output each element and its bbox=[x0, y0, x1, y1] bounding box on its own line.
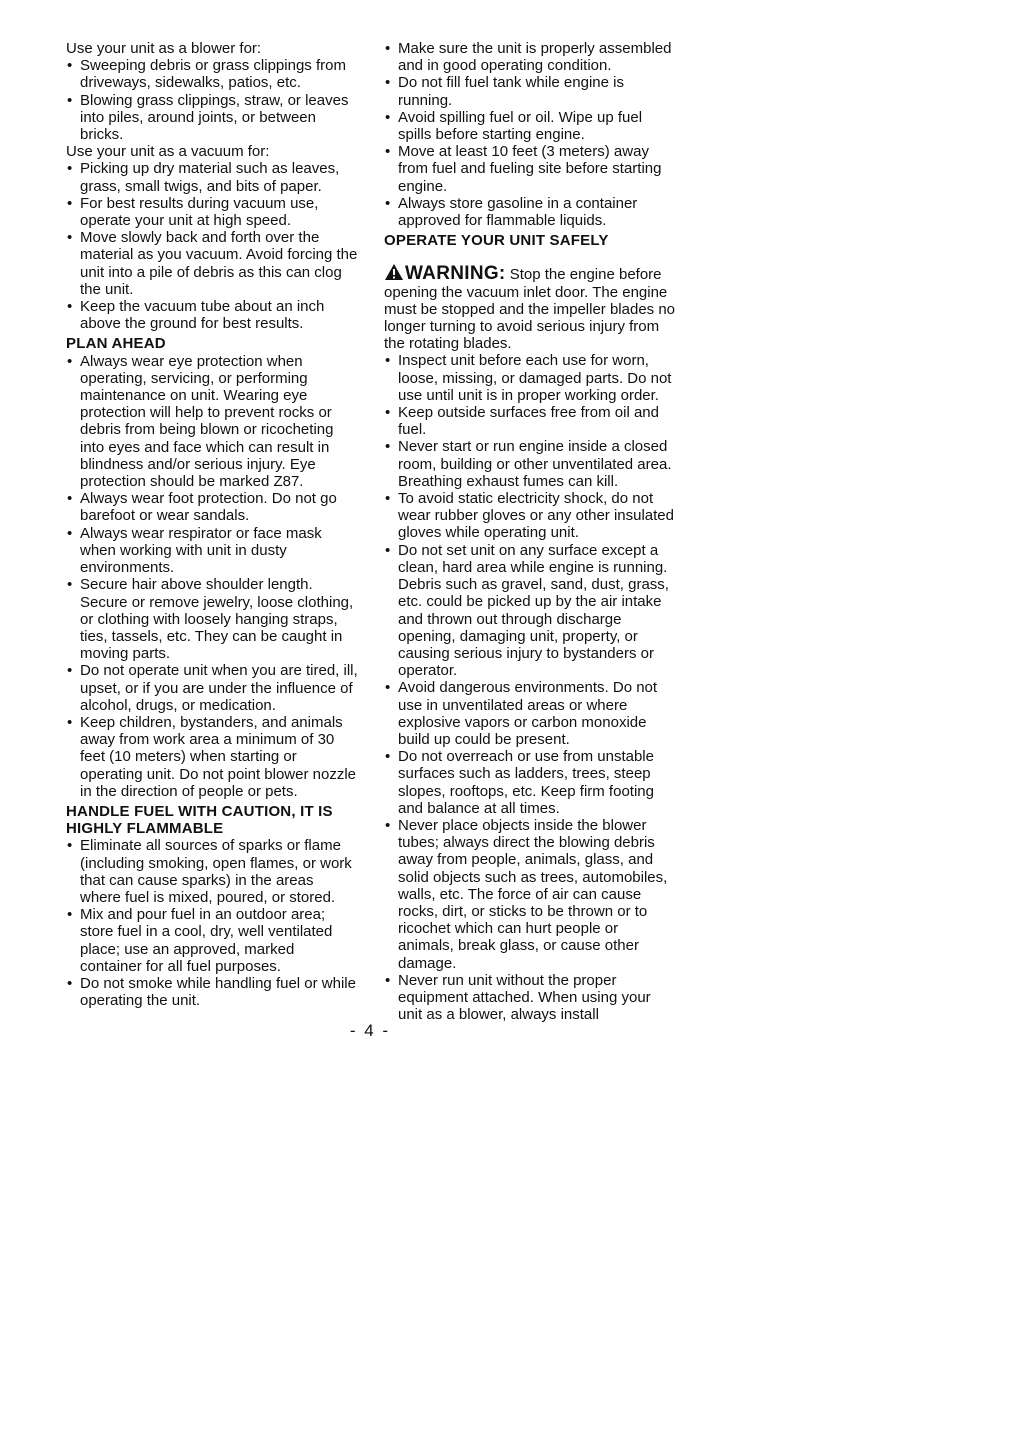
vacuum-list bbox=[66, 160, 358, 332]
list-item: • Do not operate unit when you are tired, ill, upset, or if you are under the influence of alcohol, drugs, or medication. bbox=[66, 662, 358, 714]
list-item: • Move at least 10 feet (3 meters) away from fuel and fueling site before starting engine. bbox=[384, 143, 676, 195]
list-item: • Never run unit without the proper equipment attached. When using your unit as a blower, always install bbox=[384, 972, 676, 1024]
list-item: • Make sure the unit is properly assembled and in good operating condition. bbox=[384, 40, 676, 74]
list-item: • Secure hair above shoulder length. Secure or remove jewelry, loose clothing, or clothing with loosely hanging straps, ties, tassels, etc. They can be caught in moving parts. bbox=[66, 576, 358, 662]
fuel-list bbox=[66, 837, 358, 1009]
blower-list bbox=[66, 57, 358, 143]
list-item: • Always store gasoline in a container approved for flammable liquids. bbox=[384, 195, 676, 229]
list-item: • Mix and pour fuel in an outdoor area; store fuel in a cool, dry, well ventilated place; use an approved, marked container for all fuel purposes. bbox=[66, 906, 358, 975]
list-item: • Always wear respirator or face mask when working with unit in dusty environments. bbox=[66, 525, 358, 577]
list-item: • Never place objects inside the blower tubes; always direct the blowing debris away from people, animals, glass, and solid objects such as trees, automobiles, walls, etc. The force of air can cause rocks, dirt, or sticks to be thrown or to ricochet which can hurt people or animals, break glass, or cause other damage. bbox=[384, 817, 676, 972]
page-number: - 4 - bbox=[349, 1021, 391, 1040]
list-item: • Do not set unit on any surface except a clean, hard area while engine is running. Debris such as gravel, sand, dust, grass, etc. could be picked up by the air intake and thrown out through discharge opening, damaging unit, property, or causing serious injury to bystanders or operator. bbox=[384, 542, 676, 680]
list-item: • Keep children, bystanders, and animals away from work area a minimum of 30 feet (10 meters) when starting or operating unit. Do not point blower nozzle in the direction of people or pets. bbox=[66, 714, 358, 800]
list-item: • Eliminate all sources of sparks or flame (including smoking, open flames, or work that can cause sparks) in the areas where fuel is mixed, poured, or stored. bbox=[66, 837, 358, 906]
plan-ahead-list bbox=[66, 353, 358, 800]
list-item: • Inspect unit before each use for worn, loose, missing, or damaged parts. Do not use until unit is in proper working order. bbox=[384, 352, 676, 404]
vacuum-intro: Use your unit as a vacuum for: bbox=[66, 143, 270, 161]
list-item: • Do not overreach or use from unstable surfaces such as ladders, trees, steep slopes, rooftops, etc. Keep firm footing and balance at all times. bbox=[384, 748, 676, 817]
warning-triangle-icon bbox=[384, 263, 404, 281]
list-item: • Always wear eye protection when operating, servicing, or performing maintenance on unit. Wearing eye protection will help to prevent rocks or debris from being blown or ricocheting into eyes and face which can result in blindness and/or serious injury. Eye protection should be marked Z87. bbox=[66, 353, 358, 491]
list-item: • Keep the vacuum tube about an inch above the ground for best results. bbox=[66, 298, 358, 332]
list-item: • Keep outside surfaces free from oil and fuel. bbox=[384, 404, 676, 438]
fuel-list-continued bbox=[384, 40, 676, 229]
list-item: • Blowing grass clippings, straw, or leaves into piles, around joints, or between bricks. bbox=[66, 92, 358, 144]
left-column bbox=[66, 40, 358, 1009]
list-item: • To avoid static electricity shock, do not wear rubber gloves or any other insulated gloves while operating unit. bbox=[384, 490, 676, 542]
list-item: • Always wear foot protection. Do not go barefoot or wear sandals. bbox=[66, 490, 358, 524]
warning-block bbox=[384, 263, 676, 352]
blower-intro: Use your unit as a blower for: bbox=[66, 40, 262, 57]
list-item: • Do not fill fuel tank while engine is running. bbox=[384, 74, 676, 108]
operate-heading: OPERATE YOUR UNIT SAFELY bbox=[384, 232, 609, 250]
fuel-heading: HANDLE FUEL WITH CAUTION, IT IS HIGHLY FLAMMABLE bbox=[66, 802, 333, 838]
list-item: • Avoid spilling fuel or oil. Wipe up fuel spills before starting engine. bbox=[384, 109, 676, 143]
list-item: • Do not smoke while handling fuel or while operating the unit. bbox=[66, 975, 358, 1009]
warning-label: WARNING: bbox=[405, 263, 506, 285]
list-item: • Picking up dry material such as leaves, grass, small twigs, and bits of paper. bbox=[66, 160, 358, 194]
list-item: • Avoid dangerous environments. Do not use in unventilated areas or where explosive vapors or carbon monoxide build up could be present. bbox=[384, 679, 676, 748]
plan-ahead-heading: PLAN AHEAD bbox=[66, 335, 166, 353]
list-item: • For best results during vacuum use, operate your unit at high speed. bbox=[66, 195, 358, 229]
operate-list bbox=[384, 352, 676, 1023]
warning-text: Stop the engine before opening the vacuum inlet door. The engine must be stopped and the impeller blades no longer turning to avoid serious injury from the rotating blades. bbox=[384, 266, 676, 353]
list-item: • Move slowly back and forth over the material as you vacuum. Avoid forcing the unit into a pile of debris as this can clog the unit. bbox=[66, 229, 358, 298]
list-item: • Never start or run engine inside a closed room, building or other unventilated area. Breathing exhaust fumes can kill. bbox=[384, 438, 676, 490]
right-column bbox=[384, 40, 676, 1023]
list-item: • Sweeping debris or grass clippings from driveways, sidewalks, patios, etc. bbox=[66, 57, 358, 91]
